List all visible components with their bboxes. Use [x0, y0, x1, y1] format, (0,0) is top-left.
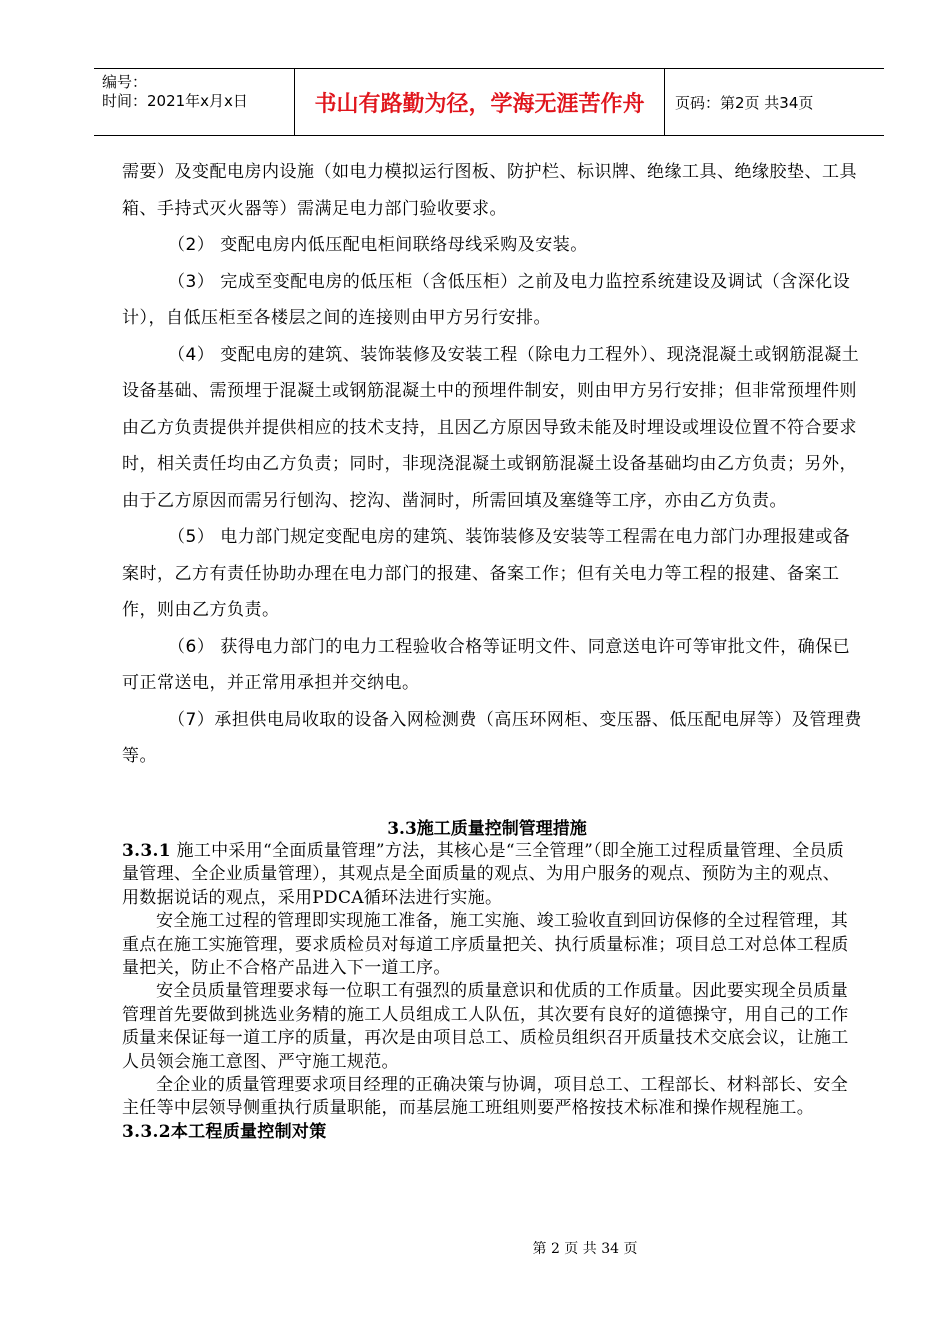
- paragraph: （5） 电力部门规定变配电房的建筑、装饰装修及安装等工程需在电力部门办理报建或备案时，乙方有责任协助办理在电力部门的报建、备案工作；但有关电力等工程的报建、备案工作，则由乙方负责。: [122, 527, 851, 620]
- header-meta: [94, 69, 295, 135]
- paragraph: （7）承担供电局收取的设备入网检测费（高压环网柜、变压器、低压配电屏等）及管理费等。: [122, 709, 862, 766]
- paragraph: （4） 变配电房的建筑、装饰装修及安装工程（除电力工程外）、现浇混凝土或钢筋混凝土设备基础、需预埋于混凝土或钢筋混凝土中的预埋件制安，则由甲方另行安排；但非常预埋件则由乙方负责提供并提供相应的技术支持，且因乙方原因导致未能及时埋设或埋设位置不符合要求时，相关责任均由乙方负责；同时，非现浇混凝土或钢筋混凝土设备基础均由乙方负责；另外，由于乙方原因而需另行刨沟、挖沟、凿洞时，所需回填及塞缝等工序，亦由乙方负责。: [122, 344, 860, 511]
- paragraph-331: [122, 840, 852, 910]
- header-motto: 书山有路勤为径，学海无涯苦作舟: [295, 69, 665, 135]
- footer-page-number: 第 2 页 共 34 页: [532, 1241, 638, 1257]
- paragraph: 安全施工过程的管理即实现施工准备，施工实施、竣工验收直到回访保修的全过程管理，其重点在施工实施管理，要求质检员对每道工序质量把关、执行质量标准；项目总工对总体工程质量把关，防止不合格产品进入下一道工序。: [122, 911, 849, 979]
- paragraph-label: 3.3.1: [122, 841, 171, 861]
- section-title: 3.3施工质量控制管理措施: [387, 819, 587, 839]
- paragraph: （3） 完成至变配电房的低压柜（含低压柜）之前及电力监控系统建设及调试（含深化设计），自低压柜至各楼层之间的连接则由甲方另行安排。: [122, 271, 851, 328]
- paragraph-text: 施工中采用“全面质量管理”方法，其核心是“三全管理”（即全施工过程质量管理、全员质量管理、全企业质量管理），其观点是全面质量的观点、为用户服务的观点、预防为主的观点、用数据说话的观点，采用PDCA循环法进行实施。: [122, 841, 845, 908]
- page-footer: [0, 1238, 950, 1258]
- section1: [122, 154, 862, 775]
- paragraph: （2） 变配电房内低压配电柜间联络母线采购及安装。: [168, 235, 588, 255]
- section2: [122, 818, 852, 1144]
- paragraph: 需要）及变配电房内设施（如电力模拟运行图板、防护栏、标识牌、绝缘工具、绝缘胶垫、工具箱、手持式灭火器等）需满足电力部门验收要求。: [122, 162, 857, 219]
- paragraph: （6） 获得电力部门的电力工程验收合格等证明文件、同意送电许可等审批文件，确保已可正常送电，并正常用承担并交纳电。: [122, 636, 851, 693]
- time-label: 时间：2021年x月x日: [102, 92, 248, 110]
- subsection-title: 3.3.2本工程质量控制对策: [122, 1121, 327, 1142]
- page-header: [94, 68, 884, 136]
- paragraph: 全企业的质量管理要求项目经理的正确决策与协调，项目总工、工程部长、材料部长、安全主任等中层领导侧重执行质量职能，而基层施工班组则要严格按技术标准和操作规程施工。: [122, 1075, 848, 1119]
- paragraph: 安全员质量管理要求每一位职工有强烈的质量意识和优质的工作质量。因此要实现全员质量管理首先要做到挑选业务精的施工人员组成工人队伍，其次要有良好的道德操守，用自己的工作质量来保证每一道工序的质量，再次是由项目总工、质检员组织召开质量技术交底会议，让施工人员领会施工意图、严守施工规范。: [122, 981, 849, 1072]
- header-page-label: 页码：第2页 共34页: [675, 93, 814, 112]
- number-label: 编号：: [102, 73, 148, 91]
